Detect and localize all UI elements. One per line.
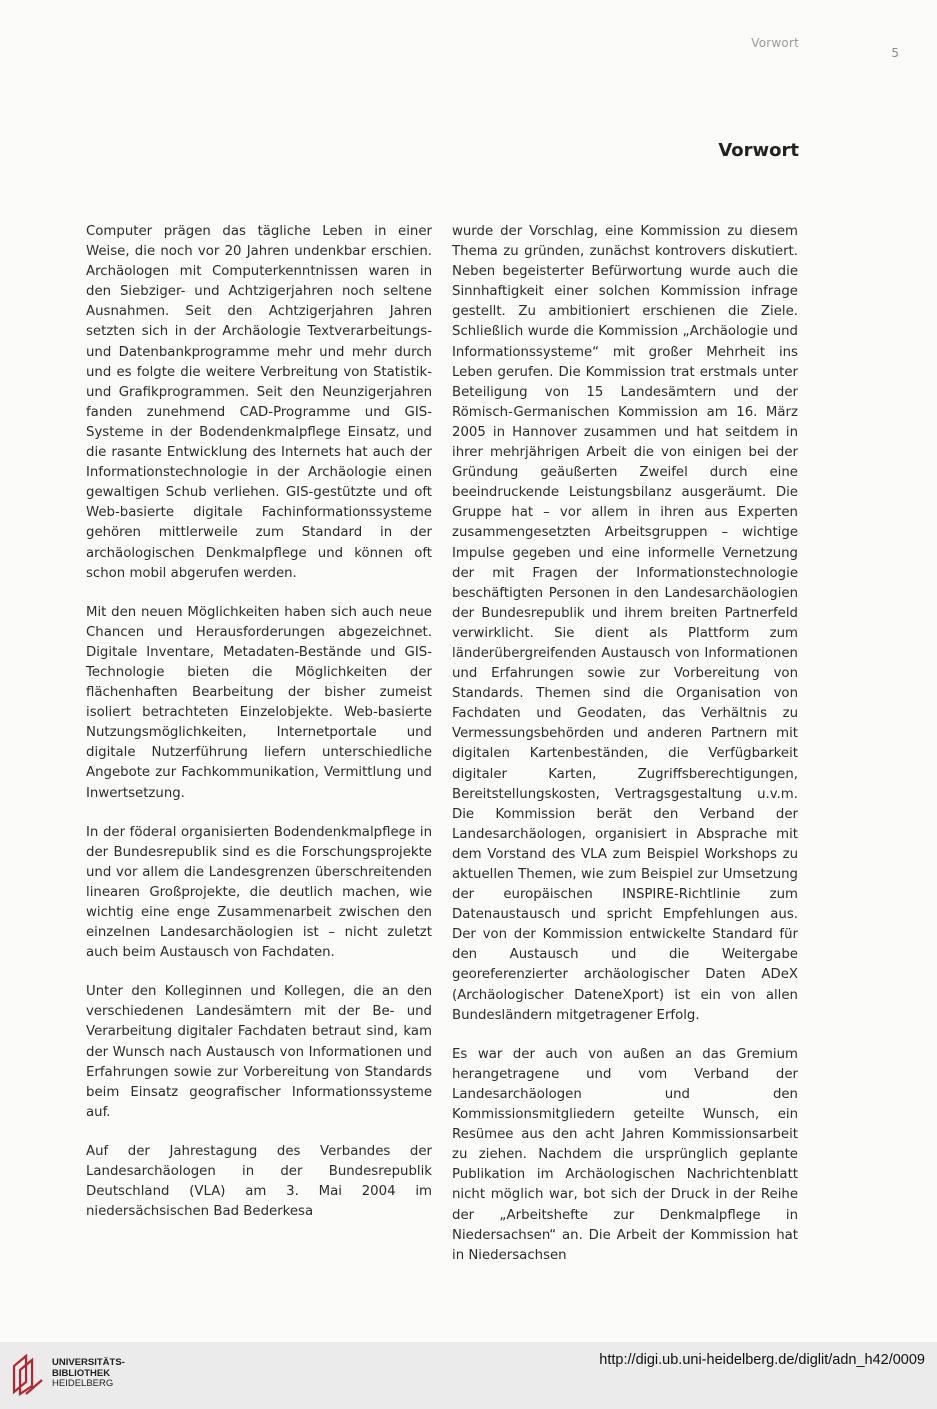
library-seal-strokes [14, 1356, 42, 1394]
right-column [452, 222, 798, 1285]
page-number: 5 [891, 46, 899, 60]
library-seal-icon [10, 1352, 46, 1396]
paragraph: Unter den Kolleginnen und Kollegen, die an den verschiedenen Landesämtern mit der Be- und Verarbeitung digitaler Fachdaten betraut sind, kam der Wunsch nach Austausch von Informationen und Erfahrungen sowie zur Vorbereitung von Standards beim Einsatz geografischer Informationssysteme auf. [86, 984, 432, 1120]
section-title: Vorwort [718, 140, 799, 161]
library-name-line: UNIVERSITÄTS- [52, 1357, 125, 1368]
library-name [52, 1358, 125, 1390]
source-url-link[interactable]: http://digi.ub.uni-heidelberg.de/diglit/adn_h42/0009 [599, 1352, 925, 1368]
left-column [86, 222, 432, 1241]
library-name-line: HEIDELBERG [52, 1378, 114, 1389]
digitization-footer [0, 1342, 937, 1409]
library-name-line: BIBLIOTHEK [52, 1367, 111, 1379]
paragraph: Auf der Jahrestagung des Verbandes der Landesarchäologen in der Bundesrepublik Deutschland (VLA) am 3. Mai 2004 im niedersächsischen Bad Bederkesa [86, 1143, 432, 1220]
paragraph: wurde der Vorschlag, eine Kommission zu diesem Thema zu gründen, zunächst kontrovers diskutiert. Neben begeisterter Befürwortung wurde auch die Sinnhaftigkeit einer solchen Kommission infrage gestellt. Zu ambitioniert erschienen die Ziele. Schließlich wurde die Kommission „Archäologie und Informationssysteme“ mit großer Mehrheit ins Leben gerufen. Die Kommission trat erstmals unter Beteiligung von 15 Landesämtern und der Römisch-Germanischen Kommission am 16. März 2005 in Hannover zusammen und hat seitdem in ihrer mehrjährigen Arbeit die von einigen bei der Gründung geäußerten Zweifel durch eine beeindruckende Leistungsbilanz ausgeräumt. Die Gruppe hat – vor allem in ihren aus Experten zusammengesetzten Arbeitsgruppen – wichtige Impulse gegeben und eine informelle Vernetzung der mit Fragen der Informationstechnologie beschäftigten Personen in den Landesarchäologien der Bundesrepublik und ihrem breiten Partnerfeld verwirklicht. Sie dient als Plattform zum länderübergreifenden Austausch von Informationen und Erfahrungen sowie zur Vorbereitung von Standards. Themen sind die Organisation von Fachdaten und Geodaten, das Verhältnis zu Vermessungsbehörden und anderen Partnern mit digitalen Kartenbeständen, die Verfügbarkeit digitaler Karten, Zugriffsberechtigungen, Bereitstellungskosten, Vertragsgestaltung u.v.m. Die Kommission berät den Verband der Landesarchäologen, organisiert in Absprache mit dem Vorstand des VLA zum Beispiel Workshops zu aktuellen Themen, wie zum Beispiel zur Umsetzung der europäischen INSPIRE-Richtlinie zum Datenaustausch und spricht Empfehlungen aus. Der von der Kommission entwickelte Standard für den Austausch und die Weitergabe georeferenzierter archäologischer Daten ADeX (Archäologischer DateneXport) ist ein von allen Bundesländern mitgetragener Erfolg. [452, 224, 798, 1023]
paragraph: Es war der auch von außen an das Gremium herangetragene und vom Verband der Landesarchäologen und den Kommissionsmitgliedern geteilte Wunsch, ein Resümee aus den acht Jahren Kommissionsarbeit zu ziehen. Nachdem die ursprünglich geplante Publikation im Archäologischen Nachrichtenblatt nicht möglich war, bot sich der Druck in der Reihe der „Arbeitshefte zur Denkmalpflege in Niedersachsen“ an. Die Arbeit der Kommission hat in Niedersachsen [452, 1046, 798, 1263]
paragraph: Computer prägen das tägliche Leben in einer Weise, die noch vor 20 Jahren undenkbar erschien. Archäologen mit Computerkenntnissen waren in den Siebziger- und Achtzigerjahren noch seltene Ausnahmen. Seit den Achtzigerjahren Jahren setzten sich in der Archäologie Textverarbeitungs- und Datenbankprogramme mehr und mehr durch und es folgte die weitere Verbreitung von Statistik- und Grafikprogrammen. Seit den Neunzigerjahren fanden zunehmend CAD-Programme und GIS-Systeme in der Bodendenkmalpflege Einsatz, und die rasante Entwicklung des Internets hat auch der Informationstechnologie in der Archäologie einen gewaltigen Schub verliehen. GIS-gestützte und oft Web-basierte digitale Fachinformationssysteme gehören mittlerweile zum Standard in der archäologischen Denkmalpflege und können oft schon mobil abgerufen werden. [86, 224, 432, 581]
paragraph: Mit den neuen Möglichkeiten haben sich auch neue Chancen und Herausforderungen abgezeichnet. Digitale Inventare, Metadaten-Bestände und GIS-Technologie bieten die Möglichkeiten der flächenhaften Bearbeitung der bisher zumeist isoliert betrachteten Einzelobjekte. Web-basierte Nutzungsmöglichkeiten, Internetportale und digitale Nutzerführung liefern unterschiedliche Angebote zur Fachkommunikation, Vermittlung und Inwertsetzung. [86, 604, 432, 801]
paragraph: In der föderal organisierten Bodendenkmalpflege in der Bundesrepublik sind es die Forschungsprojekte und vor allem die Landesgrenzen überschreitenden linearen Großprojekte, die deutlich machen, wie wichtig eine enge Zusammenarbeit zwischen den einzelnen Landesarchäologien ist – nicht zuletzt auch beim Austausch von Fachdaten. [86, 824, 432, 961]
running-head: Vorwort [751, 36, 799, 50]
library-logo[interactable] [10, 1350, 130, 1400]
